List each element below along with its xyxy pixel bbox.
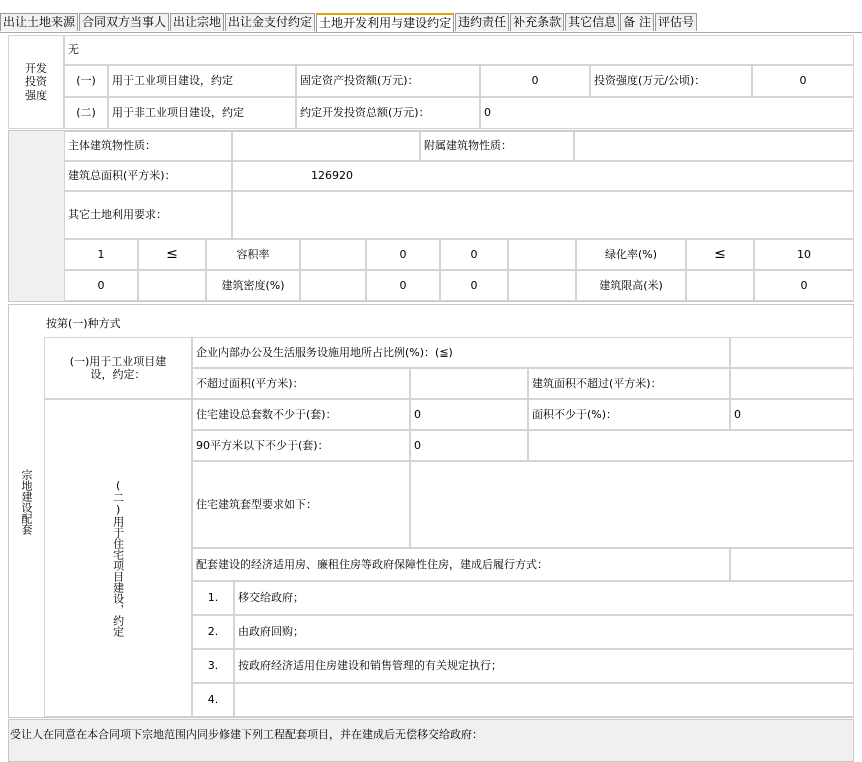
invest-row1-label: 用于工业项目建设，约定	[108, 65, 296, 97]
res-type-label: 住宅建筑套型要求如下：	[192, 461, 410, 548]
total-investment-input[interactable]: 0	[480, 97, 854, 129]
option-2-text[interactable]: 由政府回购；	[234, 615, 854, 649]
option-4-text[interactable]	[234, 683, 854, 717]
main-building-nature-input[interactable]	[232, 131, 420, 161]
affordable-housing-input[interactable]	[730, 548, 854, 581]
greening-rate-label: 绿化率(%)	[576, 239, 686, 270]
office-ratio-label: 企业内部办公及生活服务设施用地所占比例(%)：(≦)	[192, 337, 730, 368]
not-exceed-area-input[interactable]	[410, 368, 528, 399]
method-select[interactable]: (一)	[68, 317, 88, 330]
method-suffix: 种方式	[87, 317, 121, 330]
invest-row2-label: 用于非工业项目建设，约定	[108, 97, 296, 129]
fixed-investment-label: 固定资产投资额(万元)：	[296, 65, 480, 97]
density-label: 建筑密度(%)	[206, 270, 300, 301]
res-90sqm-label: 90平方米以下不少于(套)：	[192, 430, 410, 461]
not-exceed-area-label: 不超过面积(平方米)：	[192, 368, 410, 399]
footer-text: 受让人在同意在本合同项下宗地范围内同步修建下列工程配套项目，并在建成后无偿移交给政府：	[10, 728, 483, 741]
industrial-support-label: (一)用于工业项目建设，约定：	[44, 337, 192, 399]
height-limit-label: 建筑限高(米)	[576, 270, 686, 301]
far-extra-input[interactable]: 0	[440, 239, 508, 270]
far-label: 容积率	[206, 239, 300, 270]
option-2-no: 2.	[192, 615, 234, 649]
method-line	[46, 315, 121, 331]
build-area-limit-input[interactable]	[730, 368, 854, 399]
aux-building-nature-label: 附属建筑物性质：	[420, 131, 574, 161]
density-min-input[interactable]: 0	[64, 270, 138, 301]
tab-land-source[interactable]: 出让土地来源	[0, 13, 78, 31]
investment-intensity-input[interactable]: 0	[752, 65, 854, 97]
total-floor-area-label: 建筑总面积(平方米)：	[64, 161, 232, 191]
res-90sqm-blank	[528, 430, 854, 461]
tab-remarks[interactable]: 备 注	[620, 13, 654, 31]
greening-operator: ≤	[686, 239, 754, 270]
residential-support-label: (二)用于住宅项目建设，约定	[44, 399, 192, 717]
total-floor-area-input[interactable]: 126920	[232, 161, 854, 191]
option-1-no: 1.	[192, 581, 234, 615]
tab-payment[interactable]: 出让金支付约定	[225, 13, 315, 31]
option-4-no: 4.	[192, 683, 234, 717]
density-blank-2	[300, 270, 366, 301]
far-blank	[300, 239, 366, 270]
far-operator: ≤	[138, 239, 206, 270]
tab-supplement[interactable]: 补充条款	[510, 13, 564, 31]
tab-parcel[interactable]: 出让宗地	[170, 13, 224, 31]
aux-building-nature-input[interactable]	[574, 131, 854, 161]
density-extra-input[interactable]: 0	[440, 270, 508, 301]
tab-other-info[interactable]: 其它信息	[565, 13, 619, 31]
tab-bar	[0, 13, 698, 31]
res-90sqm-input[interactable]: 0	[410, 430, 528, 461]
far-min-input[interactable]: 1	[64, 239, 138, 270]
res-area-ratio-input[interactable]: 0	[730, 399, 854, 430]
invest-none-value: 无	[64, 35, 854, 65]
tab-parties[interactable]: 合同双方当事人	[79, 13, 169, 31]
option-3-text[interactable]: 按政府经济适用住房建设和销售管理的有关规定执行；	[234, 649, 854, 683]
density-blank	[138, 270, 206, 301]
form-frame	[0, 32, 862, 762]
tab-liability[interactable]: 违约责任	[455, 13, 509, 31]
other-requirements-label: 其它土地利用要求：	[64, 191, 232, 239]
invest-section-label: 开发投资强度	[8, 35, 64, 129]
height-blank	[686, 270, 754, 301]
affordable-housing-label: 配套建设的经济适用房、廉租住房等政府保障性住房，建成后履行方式：	[192, 548, 730, 581]
res-type-input[interactable]	[410, 461, 854, 548]
density-max-input[interactable]: 0	[366, 270, 440, 301]
support-section-label: 宗地建设配套	[20, 469, 33, 535]
greening-rate-input[interactable]: 10	[754, 239, 854, 270]
tab-appraisal-no[interactable]: 评估号	[655, 13, 697, 31]
method-prefix: 按第	[46, 317, 68, 330]
res-total-units-input[interactable]: 0	[410, 399, 528, 430]
res-area-ratio-label: 面积不少于(%)：	[528, 399, 730, 430]
far-max-input[interactable]: 0	[366, 239, 440, 270]
height-limit-input[interactable]: 0	[754, 270, 854, 301]
fixed-investment-input[interactable]: 0	[480, 65, 590, 97]
other-requirements-input[interactable]	[232, 191, 854, 239]
investment-intensity-label: 投资强度(万元/公顷)：	[590, 65, 752, 97]
total-investment-label: 约定开发投资总额(万元)：	[296, 97, 480, 129]
main-building-nature-label: 主体建筑物性质：	[64, 131, 232, 161]
far-blank-2	[508, 239, 576, 270]
invest-row2-no: (二)	[64, 97, 108, 129]
option-3-no: 3.	[192, 649, 234, 683]
office-ratio-input[interactable]	[730, 337, 854, 368]
build-area-limit-label: 建筑面积不超过(平方米)：	[528, 368, 730, 399]
invest-row1-no: (一)	[64, 65, 108, 97]
density-blank-3	[508, 270, 576, 301]
option-1-text[interactable]: 移交给政府；	[234, 581, 854, 615]
tab-development[interactable]: 土地开发利用与建设约定	[316, 13, 454, 32]
res-total-units-label: 住宅建设总套数不少于(套)：	[192, 399, 410, 430]
